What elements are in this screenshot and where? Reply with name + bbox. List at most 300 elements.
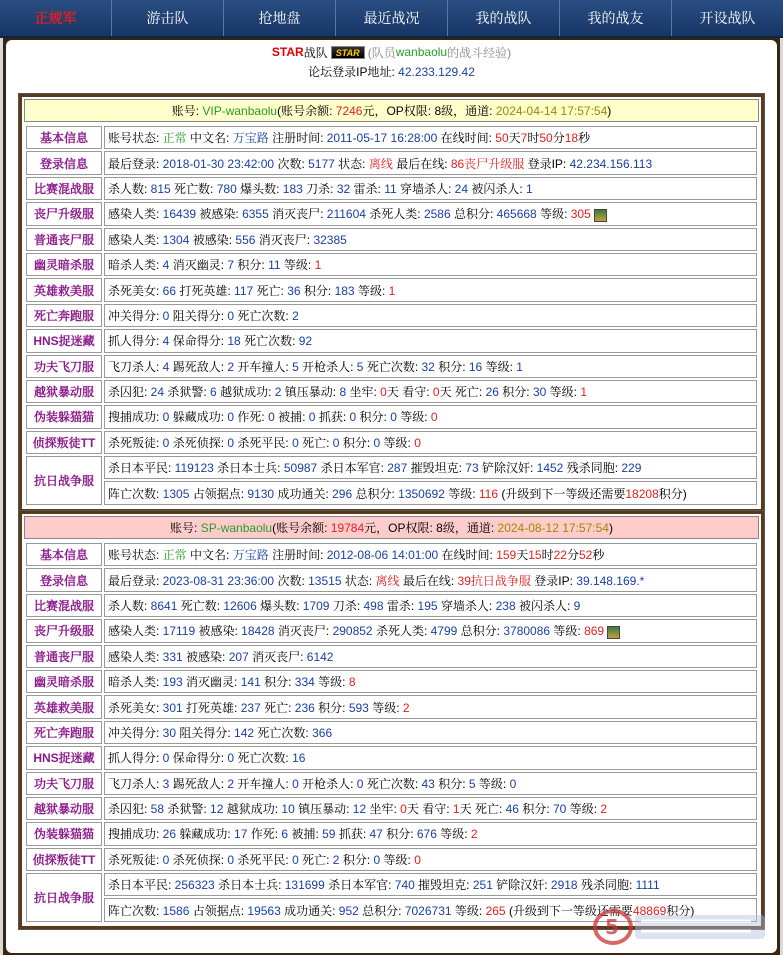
field-value: 2 [292, 308, 299, 323]
field-label: 最后在线: [396, 156, 451, 171]
field-value: 50987 [283, 461, 318, 476]
field-value: 26 [162, 827, 177, 842]
server-label[interactable]: 侦探叛徒TT [26, 431, 102, 454]
field-label: 最后登录: [108, 156, 163, 171]
field-value: 1709 [302, 598, 330, 613]
field-value: 1 [314, 258, 322, 273]
table-row [26, 405, 757, 428]
server-label[interactable]: 英雄救美服 [26, 695, 102, 718]
field-value: 305 [570, 207, 591, 222]
field-label: 最后在线: [402, 573, 458, 588]
member-suffix: 的战斗经验) [447, 45, 512, 60]
server-label[interactable]: 抗日战争服 [26, 873, 102, 922]
field-value: 50 [539, 131, 553, 146]
field-label: 消灭丧尸: [252, 649, 307, 664]
field-label: 中文名: [190, 548, 233, 563]
field-value: 0 [432, 385, 440, 400]
server-label[interactable]: 基本信息 [26, 543, 102, 566]
field-value: 6 [210, 385, 217, 400]
field-label: 死亡: [454, 385, 486, 400]
field-value: 2 [227, 776, 235, 791]
field-value: 2586 [423, 207, 451, 222]
field-value: 6142 [306, 649, 334, 664]
field-value: 301 [162, 700, 183, 715]
field-value: 0 [292, 776, 299, 791]
table-row [26, 431, 757, 454]
field-label: 冲关得分: [108, 308, 163, 323]
field-label: 消灭幽灵: [172, 258, 228, 273]
server-label[interactable]: 死亡奔跑服 [26, 304, 102, 327]
channel-date: 2024-08-12 17:57:54 [497, 521, 609, 535]
stats-cell [104, 151, 757, 174]
field-value: 0 [162, 751, 170, 766]
field-label: 杀人数: [108, 598, 151, 613]
field-label: 等级: [318, 675, 349, 690]
field-label: 镇压暴动: [298, 802, 353, 817]
server-label[interactable]: 越狱暴动服 [26, 797, 102, 820]
field-value: 5 [356, 359, 364, 374]
field-value: 1586 [162, 903, 190, 918]
field-value: 离线 [368, 156, 393, 171]
field-value: 0 [227, 751, 235, 766]
field-value: 11 [384, 181, 397, 196]
server-label[interactable]: HNS捉迷藏 [26, 746, 102, 769]
server-label[interactable]: 功夫飞刀服 [26, 355, 102, 378]
field-label: 时 [527, 131, 540, 146]
field-value: 117 [234, 283, 254, 298]
table-row [26, 822, 757, 845]
field-value: 9 [573, 598, 581, 613]
field-value: 952 [338, 903, 359, 918]
field-label: 等级: [440, 827, 471, 842]
field-value: 22 [553, 548, 567, 563]
field-label: 杀日本平民: [108, 878, 175, 893]
field-label: 越狱成功: [220, 385, 275, 400]
field-value: 251 [472, 878, 493, 893]
top-nav [0, 0, 783, 38]
field-label: 越狱成功: [226, 802, 282, 817]
table-row [26, 177, 757, 200]
field-label: 等级: [383, 435, 415, 450]
field-label: 杀死叛徒: [108, 435, 163, 450]
field-value: 0 [390, 410, 397, 425]
nav-tab-2[interactable]: 抢地盘 [224, 0, 336, 36]
field-value: 2012-08-06 14:01:00 [326, 548, 439, 563]
table-row [26, 670, 757, 693]
site-watermark-logo [591, 899, 771, 949]
server-label[interactable]: 伪装躲猫猫 [26, 822, 102, 845]
field-label: 登录IP: [534, 573, 577, 588]
field-value: 183 [334, 283, 355, 298]
field-label: 雷杀: [353, 181, 385, 196]
field-value: 7 [227, 258, 235, 273]
stats-cell [104, 278, 757, 301]
field-label: (升级到下一等级还需要 [508, 903, 633, 918]
field-value: 296 [332, 486, 353, 501]
field-label: 搜捕成功: [108, 827, 163, 842]
table-row [26, 329, 757, 352]
stats-cell [104, 721, 757, 744]
field-label: 抓人得分: [108, 334, 163, 349]
field-value: 86丧尸升级服 [450, 156, 525, 171]
field-label: 被感染: [192, 232, 236, 247]
server-label[interactable]: 普通丧尸服 [26, 645, 102, 668]
field-label: 中文名: [190, 131, 233, 146]
nav-tab-0[interactable]: 正规军 [0, 0, 112, 36]
field-value: 11 [268, 258, 281, 273]
field-value: 万宝路 [232, 548, 269, 563]
stats-cell [104, 848, 757, 871]
stats-cell [104, 797, 757, 820]
field-value: 24 [150, 385, 165, 400]
field-label: 等级: [553, 624, 585, 639]
field-value: 70 [552, 802, 567, 817]
field-label: 消灭丧尸: [277, 624, 333, 639]
field-value: 1 [526, 181, 533, 196]
field-value: 2 [227, 359, 235, 374]
field-label: 刀杀: [332, 598, 364, 613]
field-label: 成功通关: [277, 486, 333, 501]
server-label[interactable]: 伪装躲猫猫 [26, 405, 102, 428]
field-value: 50 [495, 131, 509, 146]
field-label: 坐牢: [349, 385, 381, 400]
field-value: 0 [292, 435, 299, 450]
field-value: 0 [162, 308, 170, 323]
server-label[interactable]: 登录信息 [26, 151, 102, 174]
stats-cell [104, 405, 757, 428]
account-panel-vip [18, 93, 765, 513]
field-value: 4 [162, 359, 170, 374]
field-label: 坐牢: [369, 802, 401, 817]
stats-cell [104, 670, 757, 693]
field-label: 杀日本士兵: [217, 461, 284, 476]
field-value: 0 [227, 410, 235, 425]
table-row [26, 619, 757, 642]
field-value: 211604 [326, 207, 366, 222]
field-label: 感染人类: [108, 624, 163, 639]
table-row [26, 253, 757, 276]
field-value: 1 [580, 385, 588, 400]
stats-cell [104, 177, 757, 200]
field-label: 摧毁坦克: [418, 878, 473, 893]
field-value: 780 [216, 181, 237, 196]
field-label: 抓人得分: [108, 751, 163, 766]
table-row [26, 772, 757, 795]
field-value: 366 [312, 725, 333, 740]
field-label: 天 [386, 385, 399, 400]
field-value: 8641 [150, 598, 178, 613]
table-row [26, 304, 757, 327]
field-label: 杀狱警: [167, 802, 211, 817]
stats-cell [104, 355, 757, 378]
field-label: 死亡次数: [237, 751, 293, 766]
team-logo: STAR [331, 46, 365, 59]
stats-cell [104, 481, 757, 504]
server-label[interactable]: HNS捉迷藏 [26, 329, 102, 352]
field-label: 杀日本士兵: [218, 878, 285, 893]
field-label: 抓获: [318, 410, 350, 425]
field-value: 0 [227, 852, 235, 867]
field-label: 死亡: [264, 700, 295, 715]
table-row [26, 228, 757, 251]
account-balance: 7246 [335, 104, 363, 118]
field-label: 打死英雄: [179, 283, 235, 298]
field-value: 24 [454, 181, 469, 196]
nav-tab-5[interactable]: 我的战友 [560, 0, 672, 36]
server-label[interactable]: 抗日战争服 [26, 456, 102, 505]
field-value: 17119 [162, 624, 196, 639]
field-value: 4799 [430, 624, 458, 639]
field-value: 116 [478, 486, 499, 501]
field-value: 32385 [313, 232, 347, 247]
account-border [19, 94, 764, 512]
stats-cell [104, 746, 757, 769]
table-row [26, 594, 757, 617]
stats-cell [104, 304, 757, 327]
field-value: 16 [468, 359, 483, 374]
field-label: 看守: [422, 802, 453, 817]
field-label: 等级: [540, 207, 571, 222]
stats-cell [104, 253, 757, 276]
field-value: 52 [578, 548, 593, 563]
table-row [26, 126, 757, 149]
field-label: 消灭幽灵: [186, 675, 241, 690]
title-text: ，通道: [453, 104, 496, 118]
server-label[interactable]: 普通丧尸服 [26, 228, 102, 251]
field-label: 抓获: [338, 827, 370, 842]
nav-tab-6[interactable]: 开设战队 [699, 10, 756, 26]
title-text: 账号: [170, 521, 201, 535]
field-value: 73 [465, 461, 479, 476]
field-label: 穿墙杀人: [440, 598, 496, 613]
field-value: 15 [528, 548, 542, 563]
table-row [26, 456, 757, 479]
rank-icon [594, 209, 607, 222]
field-value: 0 [227, 435, 235, 450]
field-value: 334 [294, 675, 315, 690]
field-value: 183 [282, 181, 303, 196]
field-value: 39.148.169.* [576, 573, 645, 588]
server-label[interactable]: 登录信息 [26, 568, 102, 591]
field-label: 镇压暴动: [284, 385, 340, 400]
field-value: 237 [240, 700, 261, 715]
field-value: 1305 [162, 486, 190, 501]
field-value: 0 [373, 435, 381, 450]
server-label[interactable]: 比赛混战服 [26, 594, 102, 617]
field-value: 142 [234, 725, 255, 740]
field-value: 1 [452, 802, 460, 817]
field-label: 积分: [342, 852, 374, 867]
field-value: 6355 [242, 207, 269, 222]
field-value: 238 [495, 598, 516, 613]
field-label: 杀死平民: [237, 435, 293, 450]
server-label[interactable]: 基本信息 [26, 126, 102, 149]
field-value: 0 [162, 852, 170, 867]
nav-tab-4[interactable]: 我的战队 [448, 0, 560, 36]
account-border [19, 511, 764, 929]
field-label: 杀日本平民: [108, 461, 175, 476]
field-label: 分 [552, 131, 565, 146]
field-value: 16 [292, 751, 306, 766]
svg-text:5: 5 [605, 915, 619, 939]
field-value: 229 [621, 461, 642, 476]
server-label[interactable]: 死亡奔跑服 [26, 721, 102, 744]
field-label: 占领据点: [192, 903, 248, 918]
ip-label: 论坛登录IP地址: [308, 65, 395, 79]
table-row [26, 278, 757, 301]
field-label: 被捕: [291, 827, 323, 842]
field-label: 感染人类: [108, 232, 163, 247]
field-value: 4 [162, 258, 170, 273]
nav-tab-1[interactable]: 游击队 [112, 0, 224, 36]
field-value: 1 [516, 359, 523, 374]
field-label: 积分: [318, 700, 349, 715]
field-label: 保命得分: [172, 751, 228, 766]
field-label: 总积分: [362, 903, 405, 918]
field-value: 0 [308, 410, 316, 425]
field-label: 杀囚犯: [108, 385, 151, 400]
stats-cell [104, 695, 757, 718]
field-label: 最后登录: [108, 573, 163, 588]
field-value: 290852 [332, 624, 373, 639]
field-label: 保命得分: [172, 334, 228, 349]
field-value: 2918 [550, 878, 578, 893]
field-label: 死亡次数: [244, 334, 299, 349]
forum-ip-line [6, 64, 777, 81]
field-label: 积分: [438, 776, 469, 791]
field-value: 46 [505, 802, 519, 817]
field-value: 正常 [162, 131, 187, 146]
field-value: 30 [162, 725, 177, 740]
table-row [26, 645, 757, 668]
field-value: 498 [363, 598, 384, 613]
stats-cell [104, 202, 757, 225]
field-label: 成功通关: [284, 903, 339, 918]
server-label[interactable]: 功夫飞刀服 [26, 772, 102, 795]
field-value: 10 [281, 802, 295, 817]
field-value: 195 [417, 598, 438, 613]
stats-table [24, 124, 759, 507]
field-label: 残杀同胞: [566, 461, 622, 476]
title-text: (账号余额: [277, 104, 336, 118]
field-label: 天 [406, 802, 419, 817]
title-text: 元，OP权限: [364, 521, 437, 535]
field-value: 0 [356, 776, 364, 791]
field-value: 0 [414, 852, 421, 867]
field-label: 杀死叛徒: [108, 852, 163, 867]
stats-cell [104, 822, 757, 845]
field-label: 分 [566, 548, 579, 563]
field-label: 总积分: [355, 486, 399, 501]
ip-value: 42.233.129.42 [398, 65, 475, 79]
member-name[interactable]: wanbaolu [395, 45, 448, 59]
table-row [26, 873, 757, 896]
server-label[interactable]: 英雄救美服 [26, 278, 102, 301]
field-label: 总积分: [460, 624, 504, 639]
field-value: 2018-01-30 23:42:00 [162, 156, 275, 171]
op-level: 8级 [436, 521, 455, 535]
field-label: 杀死人类: [369, 207, 424, 222]
field-label: (升级到下一等级还需要 [501, 486, 626, 501]
field-label: 在线时间: [441, 548, 497, 563]
field-label: 杀死人类: [375, 624, 431, 639]
field-value: 1304 [162, 232, 190, 247]
field-label: 死亡: [302, 852, 333, 867]
stats-cell [104, 543, 757, 566]
field-value: 2011-05-17 16:28:00 [326, 131, 438, 146]
field-value: 740 [394, 878, 415, 893]
field-label: 杀死侦探: [172, 435, 228, 450]
field-label: 秒 [592, 548, 605, 563]
stats-table [24, 541, 759, 924]
field-label: 被感染: [186, 649, 229, 664]
field-label: 开车撞人: [237, 776, 293, 791]
field-label: 等级: [454, 903, 486, 918]
stats-cell [104, 619, 757, 642]
server-label[interactable]: 侦探叛徒TT [26, 848, 102, 871]
field-label: 死亡数: [180, 598, 224, 613]
server-label[interactable]: 幽灵暗杀服 [26, 253, 102, 276]
field-label: 飞刀杀人: [108, 776, 163, 791]
field-value: 141 [240, 675, 261, 690]
stats-cell [104, 228, 757, 251]
field-label: 飞刀杀人: [108, 359, 163, 374]
field-value: 119123 [174, 461, 214, 476]
stats-cell [104, 431, 757, 454]
field-label: 被闪杀人: [518, 598, 574, 613]
field-value: 2 [402, 700, 410, 715]
nav-tab-3[interactable]: 最近战况 [336, 0, 448, 36]
field-value: 13515 [308, 573, 342, 588]
field-label: 踢死敌人: [172, 776, 228, 791]
field-label: 积分) [666, 903, 695, 918]
field-label: 天 [439, 385, 452, 400]
field-value: 12 [210, 802, 224, 817]
field-label: 等级: [549, 385, 581, 400]
field-value: 万宝路 [232, 131, 269, 146]
field-value: 30 [532, 385, 547, 400]
field-value: 12606 [223, 598, 257, 613]
field-label: 等级: [478, 776, 510, 791]
field-label: 作死: [250, 827, 282, 842]
field-value: 207 [228, 649, 249, 664]
field-value: 4 [162, 334, 170, 349]
field-label: 积分: [522, 802, 553, 817]
server-label[interactable]: 丧尸升级服 [26, 202, 102, 225]
server-label[interactable]: 幽灵暗杀服 [26, 670, 102, 693]
field-label: 开枪杀人: [302, 776, 357, 791]
field-value: 59 [322, 827, 336, 842]
field-label: 躲藏成功: [172, 410, 228, 425]
field-label: 死亡数: [174, 181, 217, 196]
field-label: 铲除汉奸: [481, 461, 537, 476]
table-row [26, 543, 757, 566]
server-label[interactable]: 越狱暴动服 [26, 380, 102, 403]
stats-cell [104, 456, 757, 479]
field-label: 开车撞人: [237, 359, 293, 374]
field-value: 287 [387, 461, 408, 476]
server-label[interactable]: 丧尸升级服 [26, 619, 102, 642]
title-text: (账号余额: [272, 521, 331, 535]
field-label: 总积分: [454, 207, 497, 222]
field-label: 杀日本军官: [328, 878, 395, 893]
server-label[interactable]: 比赛混战服 [26, 177, 102, 200]
field-value: 131699 [284, 878, 325, 893]
field-value: 556 [235, 232, 256, 247]
field-value: 1452 [536, 461, 564, 476]
field-label: 踢死敌人: [172, 359, 228, 374]
field-label: 积分: [359, 410, 391, 425]
